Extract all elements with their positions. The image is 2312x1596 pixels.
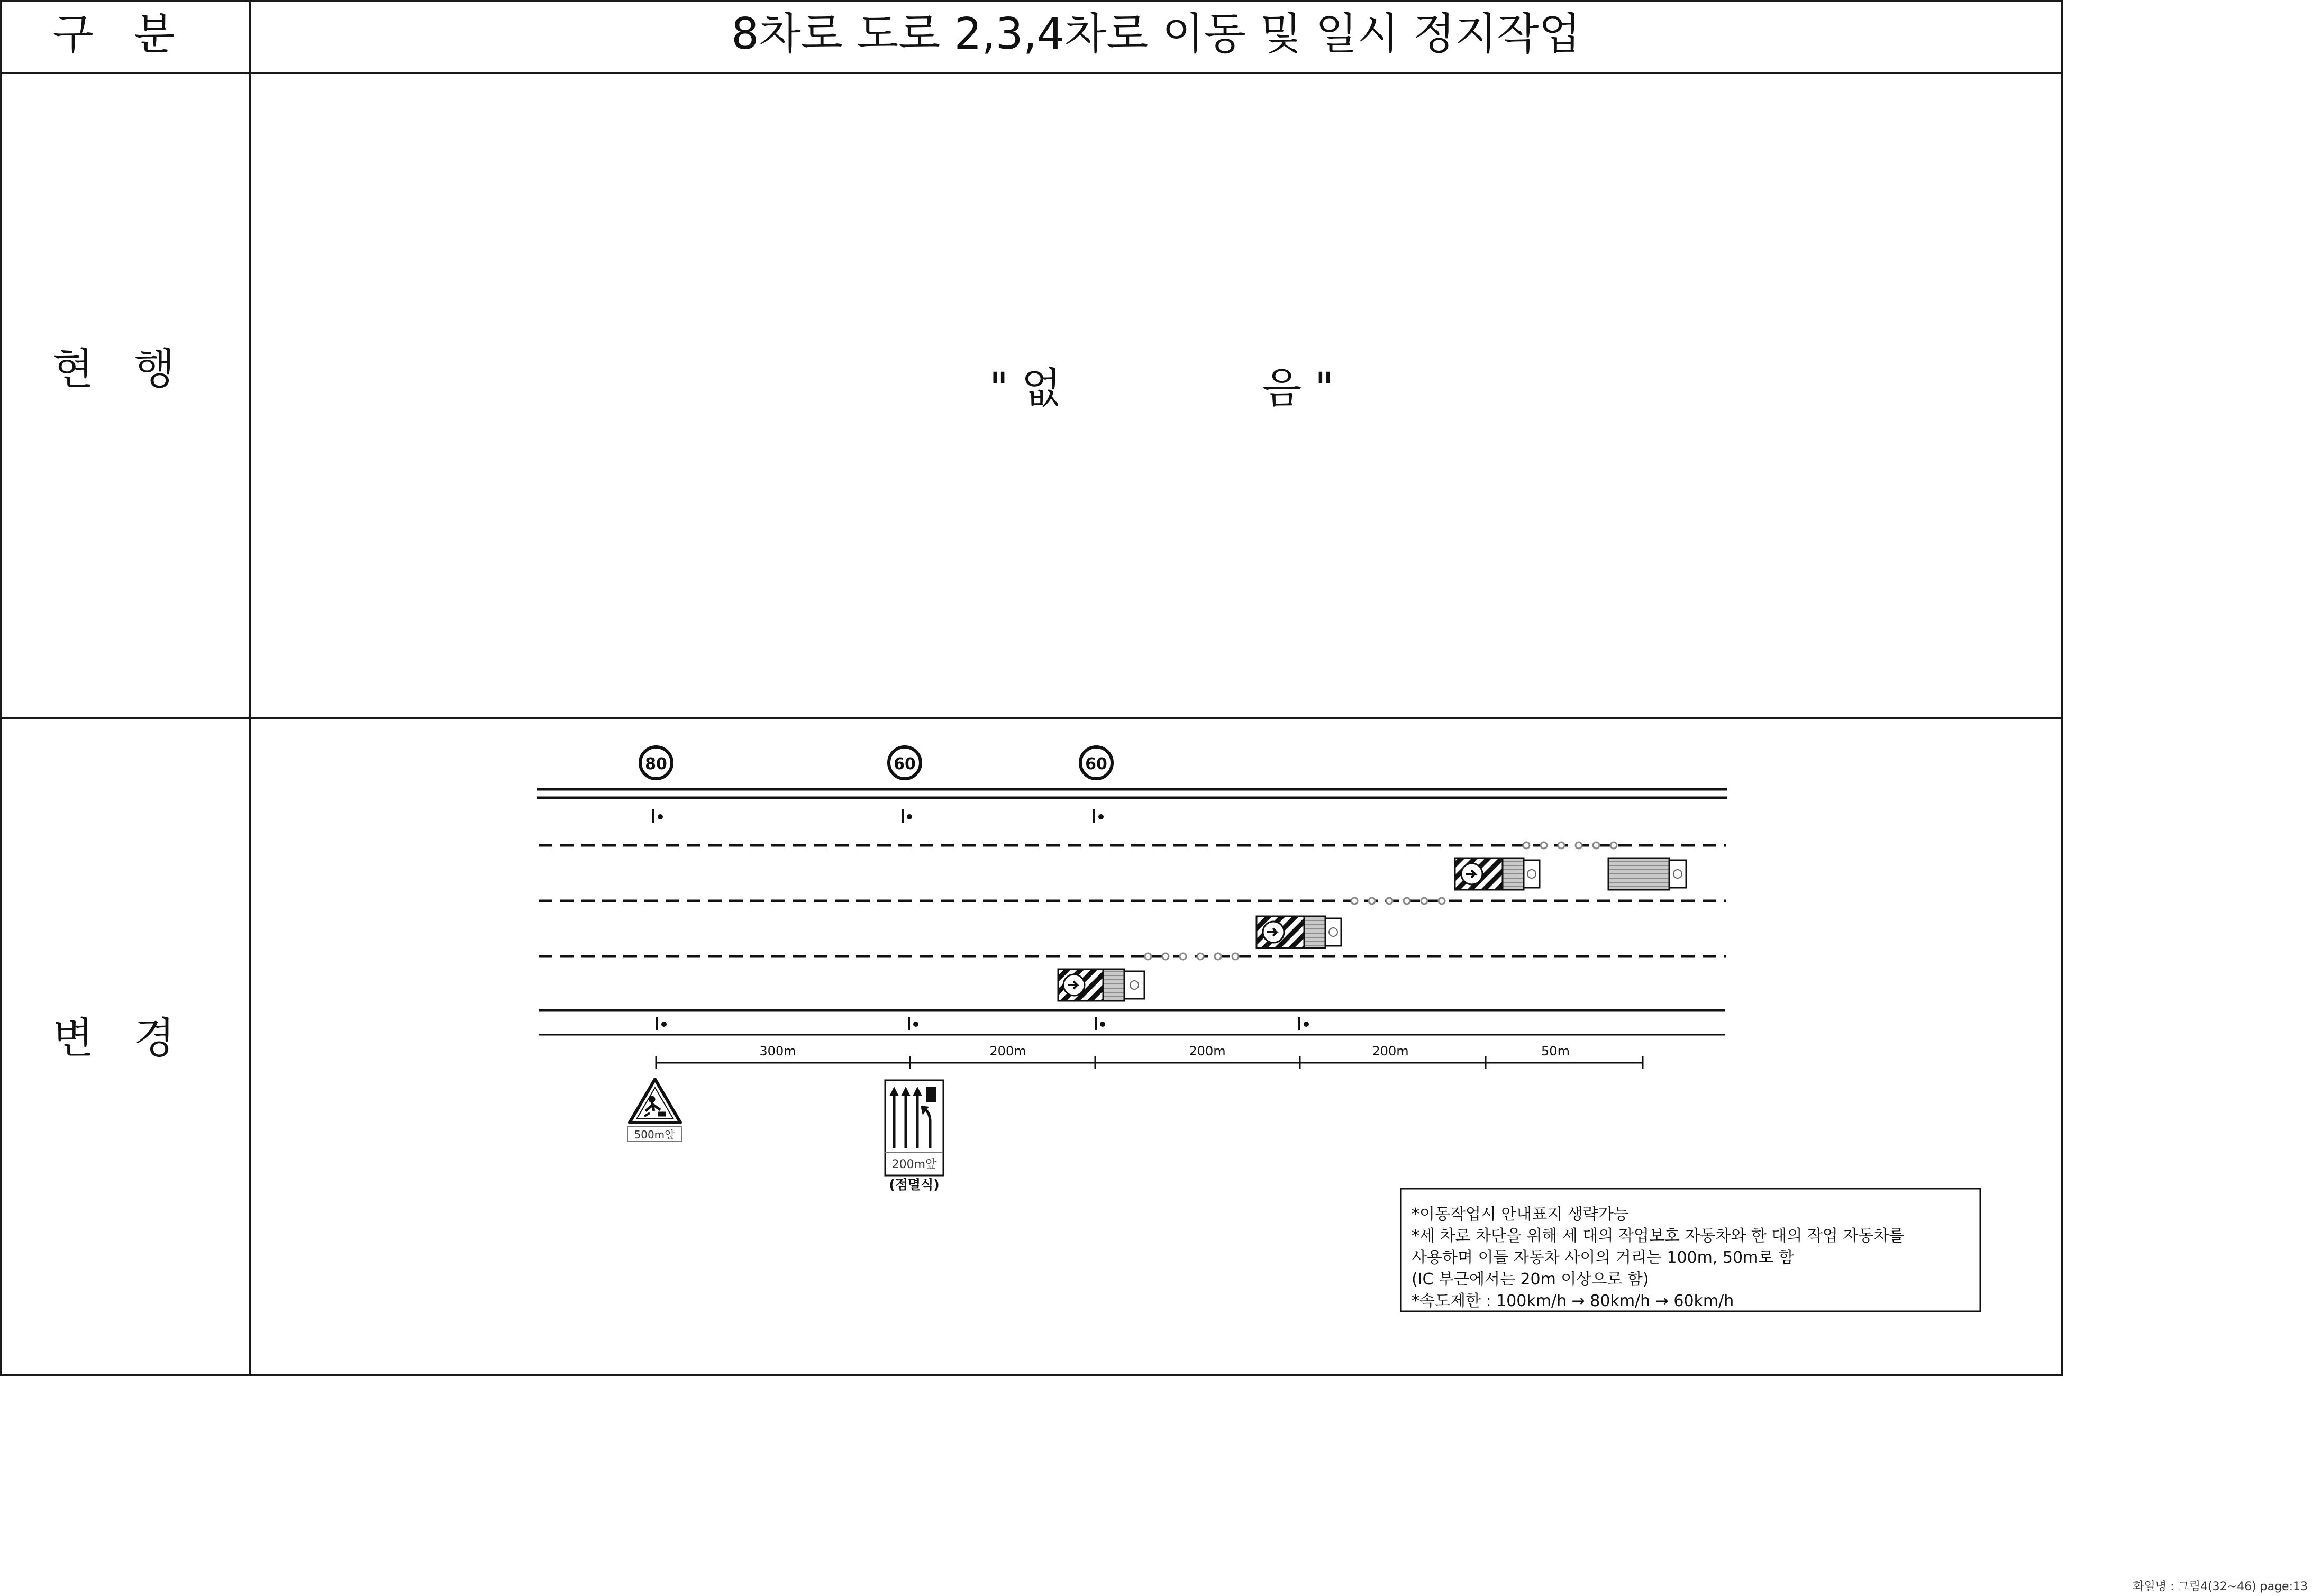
header-label: 구 분 <box>52 10 175 59</box>
distance-label: 200m <box>989 1044 1026 1059</box>
protection-vehicle-lane4 <box>1058 969 1144 1001</box>
speed-limit-sign-80 <box>640 747 672 779</box>
distance-scale <box>656 1056 1643 1069</box>
notes-box <box>1401 1189 1980 1311</box>
none-text-left: " 없 <box>989 364 1062 412</box>
row-label-current: 현 행 <box>52 344 175 394</box>
distance-label: 200m <box>1189 1044 1226 1059</box>
speed-limit-value: 60 <box>894 755 916 773</box>
post-markers <box>652 809 1309 1030</box>
speed-limit-sign-60 <box>1080 747 1112 779</box>
road-work-warning-sign <box>627 1079 681 1142</box>
none-text-right: 음 " <box>1262 364 1334 412</box>
road-edge-top <box>537 789 1727 798</box>
file-label: 화일명 : 그림4(32~46) page:13 <box>2133 1580 2308 1593</box>
work-vehicle <box>1608 858 1686 890</box>
speed-limit-sign-60 <box>889 747 921 779</box>
traffic-diagram <box>537 747 1980 1311</box>
note-line: (IC 부근에서는 20m 이상으로 함) <box>1412 1270 1649 1289</box>
note-line: *이동작업시 안내표지 생략가능 <box>1412 1205 1629 1224</box>
row-label-changed: 변 경 <box>52 1014 175 1063</box>
table-frame <box>1 1 2062 1375</box>
distance-label: 300m <box>759 1044 796 1059</box>
sign-plate-text: 500m앞 <box>634 1128 675 1141</box>
speed-limit-value: 60 <box>1085 755 1107 773</box>
protection-vehicle-lane2 <box>1455 858 1540 890</box>
protection-vehicle-lane3 <box>1257 916 1341 948</box>
lane-dividers <box>539 845 1726 956</box>
lane-closure-sign <box>885 1080 943 1192</box>
distance-label: 200m <box>1372 1044 1409 1059</box>
page-title: 8차로 도로 2,3,4차로 이동 및 일시 정지작업 <box>731 9 1581 59</box>
sign-caption: (점멸식) <box>889 1177 940 1192</box>
sign-plate-text: 200m앞 <box>891 1158 937 1171</box>
note-line: *속도제한 : 100km/h → 80km/h → 60km/h <box>1412 1292 1734 1310</box>
distance-label: 50m <box>1541 1044 1570 1059</box>
speed-limit-value: 80 <box>645 755 667 773</box>
note-line: 사용하며 이들 자동차 사이의 거리는 100m, 50m로 함 <box>1412 1248 1794 1267</box>
road-edge-bottom <box>539 1010 1725 1035</box>
note-line: *세 차로 차단을 위해 세 대의 작업보호 자동차와 한 대의 작업 자동차를 <box>1412 1227 1905 1245</box>
